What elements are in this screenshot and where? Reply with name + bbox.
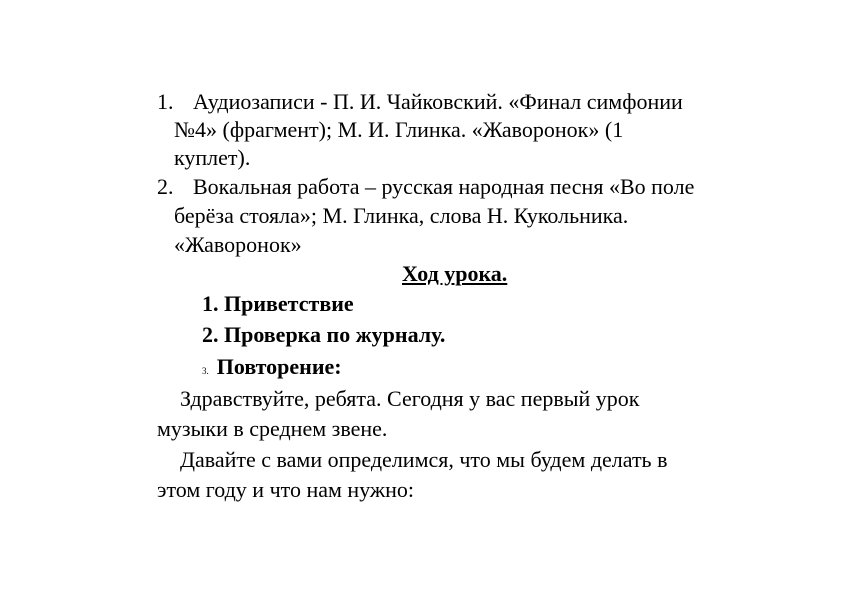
step-1-number: 1. — [202, 291, 219, 316]
step-3-number: 3. — [202, 366, 209, 376]
paragraph-1-line-2: музыки в среднем звене. — [157, 416, 388, 441]
list-item-2-text-1: Вокальная работа – русская народная песня «Во поле — [193, 174, 695, 199]
paragraph-2-line-1: Давайте с вами определимся, что мы будем делать в — [180, 447, 668, 472]
step-1-label: Приветствие — [224, 291, 354, 316]
step-2 — [202, 322, 445, 348]
paragraph-1-line-1: Здравствуйте, ребята. Сегодня у вас первый урок — [180, 386, 640, 411]
list-item-1-line-3: куплет). — [174, 145, 251, 170]
step-2-label: Проверка по журналу. — [224, 322, 446, 347]
list-item-2-line-2: берёза стояла»; М. Глинка, слова Н. Кукольника. — [174, 203, 629, 228]
step-2-number: 2. — [202, 322, 219, 347]
step-3-label: Повторение: — [216, 354, 342, 379]
paragraph-2-line-2: этом году и что нам нужно: — [157, 477, 414, 502]
list-item-2-line-3: «Жаворонок» — [174, 232, 302, 257]
list-item-1-line-2: №4» (фрагмент); М. И. Глинка. «Жаворонок» (1 — [174, 117, 624, 142]
list-item-1-text-1: Аудиозаписи - П. И. Чайковский. «Финал симфонии — [193, 89, 683, 114]
list-item-2-line-1 — [157, 174, 694, 200]
step-1 — [202, 291, 354, 317]
list-item-1-number: 1. — [157, 89, 174, 114]
list-item-2-number: 2. — [157, 174, 174, 199]
list-item-1-line-1 — [157, 89, 683, 115]
step-3 — [202, 354, 342, 384]
lesson-heading: Ход урока. — [402, 261, 508, 286]
